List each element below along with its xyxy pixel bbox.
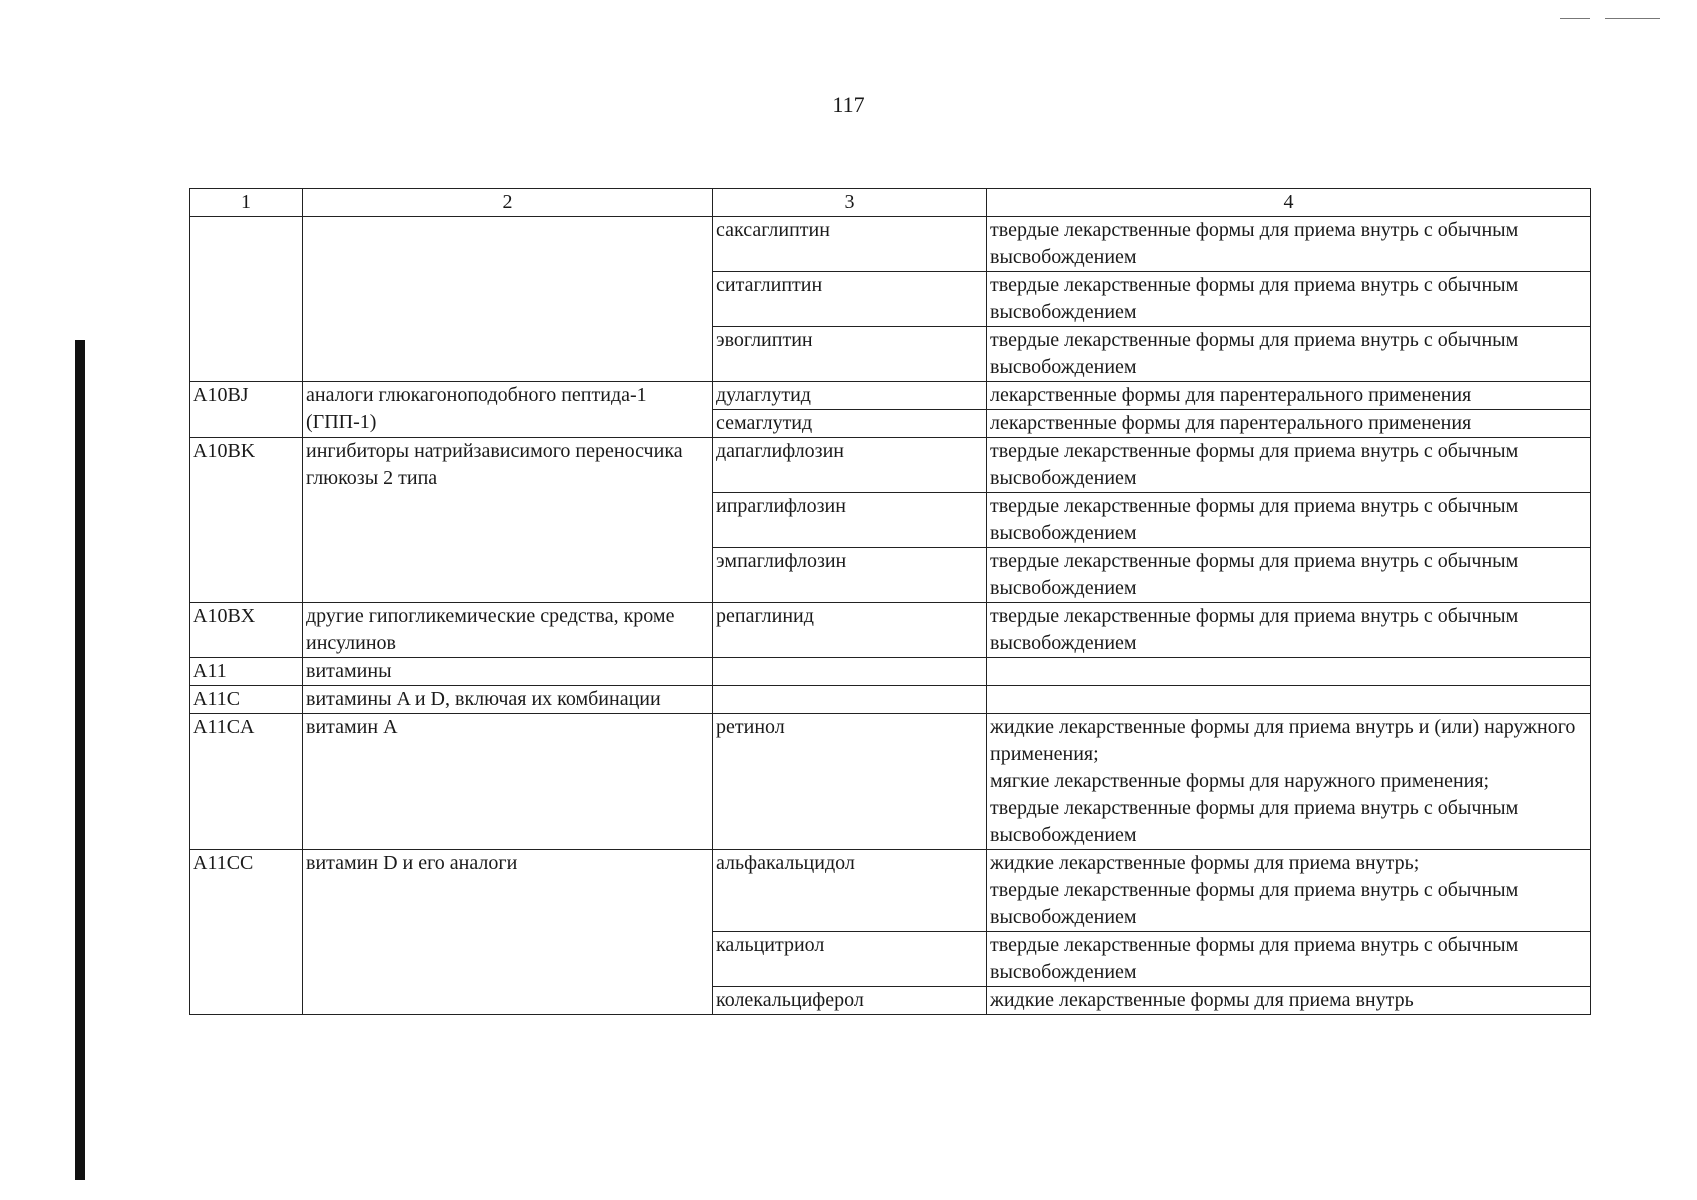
table-row	[190, 658, 1591, 686]
column-header: 4	[987, 189, 1591, 217]
drug-name-cell: саксаглиптин	[713, 217, 987, 272]
dosage-form-text: твердые лекарственные формы для приема внутрь с обычным высвобождением	[990, 219, 1519, 268]
dosage-form-cell	[987, 382, 1591, 410]
dosage-form-text: твердые лекарственные формы для приема внутрь с обычным высвобождением	[990, 440, 1519, 489]
atc-code-cell: A10BK	[190, 438, 303, 603]
dosage-form-text: лекарственные формы для парентерального применения	[990, 384, 1472, 406]
table-row	[190, 382, 1591, 410]
atc-code-cell: A11CC	[190, 850, 303, 1015]
drug-name-cell: дулаглутид	[713, 382, 987, 410]
drug-name-cell: ипраглифлозин	[713, 493, 987, 548]
table-row	[190, 686, 1591, 714]
table-row	[190, 217, 1591, 272]
dosage-form-cell	[987, 987, 1591, 1015]
dosage-form-text: твердые лекарственные формы для приема внутрь с обычным высвобождением	[990, 550, 1519, 599]
drug-name-cell: эмпаглифлозин	[713, 548, 987, 603]
drug-name-cell: кальцитриол	[713, 932, 987, 987]
column-header: 3	[713, 189, 987, 217]
atc-code-cell: A11C	[190, 686, 303, 714]
scan-artifact-mark	[1560, 18, 1590, 19]
drug-name-cell: ситаглиптин	[713, 272, 987, 327]
dosage-form-text: твердые лекарственные формы для приема внутрь с обычным высвобождением	[990, 329, 1519, 378]
dosage-form-cell	[987, 493, 1591, 548]
pharmacological-group-cell: ингибиторы натрийзависимого переносчика глюкозы 2 типа	[303, 438, 713, 603]
dosage-form-cell	[987, 932, 1591, 987]
atc-code-cell: A10BX	[190, 603, 303, 658]
pharmacological-group-cell: витамин D и его аналоги	[303, 850, 713, 1015]
pharmacological-group-cell: витамин A	[303, 714, 713, 850]
table-header-row	[190, 189, 1591, 217]
table-row	[190, 438, 1591, 493]
drug-name-cell: семаглутид	[713, 410, 987, 438]
medication-table	[189, 188, 1591, 1015]
pharmacological-group-cell: витамины	[303, 658, 713, 686]
dosage-form-cell	[987, 686, 1591, 714]
drug-name-cell	[713, 686, 987, 714]
dosage-form-cell	[987, 603, 1591, 658]
table-row	[190, 850, 1591, 932]
dosage-form-text: твердые лекарственные формы для приема внутрь с обычным высвобождением	[990, 495, 1519, 544]
drug-name-cell: колекальциферол	[713, 987, 987, 1015]
dosage-form-cell	[987, 658, 1591, 686]
column-header: 2	[303, 189, 713, 217]
atc-code-cell	[190, 217, 303, 382]
dosage-form-cell	[987, 438, 1591, 493]
pharmacological-group-cell: витамины A и D, включая их комбинации	[303, 686, 713, 714]
dosage-form-text: твердые лекарственные формы для приема внутрь с обычным высвобождением	[990, 934, 1519, 983]
pharmacological-group-cell: аналоги глюкагоноподобного пептида-1 (ГПП-1)	[303, 382, 713, 438]
dosage-form-text: жидкие лекарственные формы для приема внутрь и (или) наружного применения;	[990, 716, 1576, 765]
dosage-form-text: твердые лекарственные формы для приема внутрь с обычным высвобождением	[990, 274, 1519, 323]
dosage-form-text: лекарственные формы для парентерального применения	[990, 412, 1472, 434]
scan-binding-edge	[75, 340, 85, 1180]
page-number: 117	[832, 92, 865, 117]
dosage-form-cell	[987, 850, 1591, 932]
atc-code-cell: A11	[190, 658, 303, 686]
dosage-form-cell	[987, 714, 1591, 850]
dosage-form-cell	[987, 410, 1591, 438]
atc-code-cell: A10BJ	[190, 382, 303, 438]
dosage-form-cell	[987, 217, 1591, 272]
dosage-form-cell	[987, 327, 1591, 382]
dosage-form-text: твердые лекарственные формы для приема внутрь с обычным высвобождением	[990, 797, 1519, 846]
dosage-form-text: твердые лекарственные формы для приема внутрь с обычным высвобождением	[990, 605, 1519, 654]
column-header: 1	[190, 189, 303, 217]
drug-name-cell: альфакальцидол	[713, 850, 987, 932]
dosage-form-cell	[987, 548, 1591, 603]
atc-code-cell: A11CA	[190, 714, 303, 850]
table-body	[190, 217, 1591, 1015]
dosage-form-text: жидкие лекарственные формы для приема внутрь;	[990, 852, 1420, 874]
pharmacological-group-cell: другие гипогликемические средства, кроме инсулинов	[303, 603, 713, 658]
drug-name-cell: дапаглифлозин	[713, 438, 987, 493]
pharmacological-group-cell	[303, 217, 713, 382]
drug-name-cell: ретинол	[713, 714, 987, 850]
drug-name-cell	[713, 658, 987, 686]
drug-name-cell: репаглинид	[713, 603, 987, 658]
dosage-form-text: жидкие лекарственные формы для приема внутрь	[990, 989, 1414, 1011]
table-row	[190, 714, 1591, 850]
scan-artifact-mark	[1605, 18, 1660, 19]
table-row	[190, 603, 1591, 658]
dosage-form-text: твердые лекарственные формы для приема внутрь с обычным высвобождением	[990, 879, 1519, 928]
drug-name-cell: эвоглиптин	[713, 327, 987, 382]
dosage-form-cell	[987, 272, 1591, 327]
dosage-form-text: мягкие лекарственные формы для наружного применения;	[990, 770, 1490, 792]
